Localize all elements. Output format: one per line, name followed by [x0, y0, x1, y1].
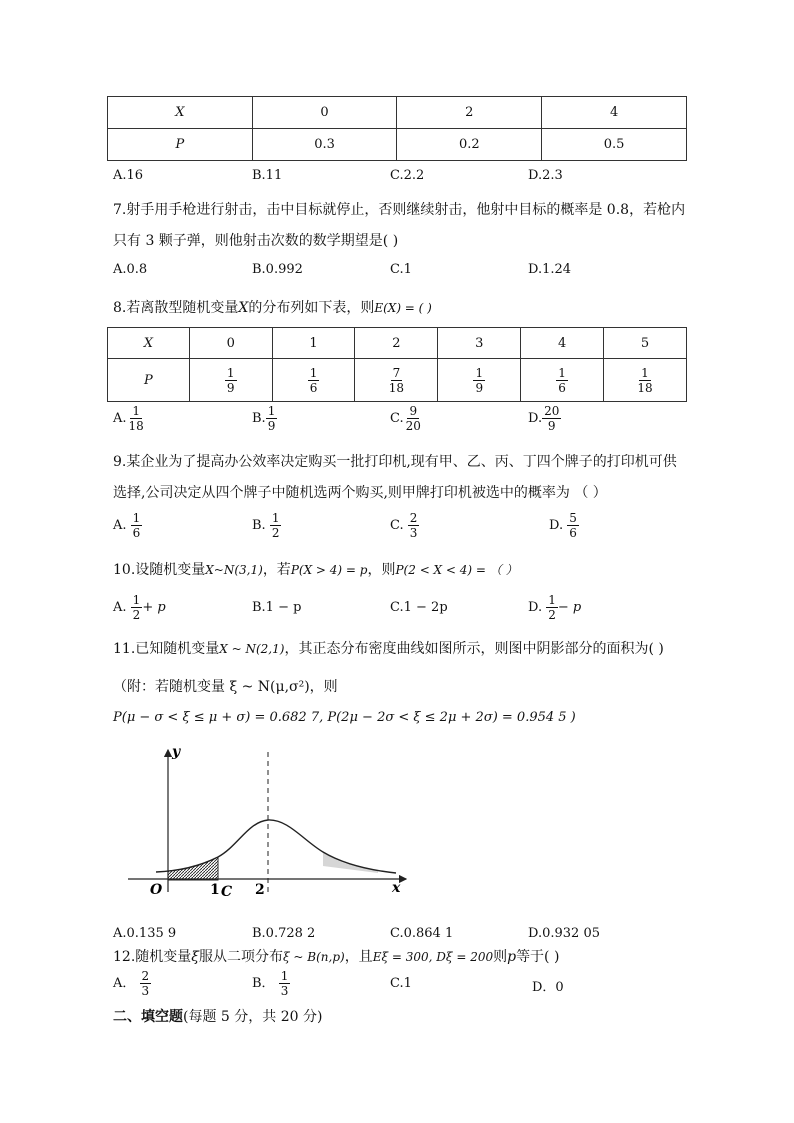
- option-tail: + p: [142, 600, 166, 615]
- q12-tail1: 则: [493, 949, 508, 965]
- q12-option-b: [252, 969, 290, 998]
- table-cell: 2: [397, 97, 542, 129]
- table-cell: 0.5: [542, 129, 687, 161]
- option-label: A.: [113, 600, 127, 615]
- q6-option-c: C.2.2: [390, 168, 425, 183]
- q8-option-c: [390, 404, 423, 433]
- fraction: [140, 969, 152, 998]
- q12-var2: p: [507, 949, 517, 965]
- q11-option-b: B.0.728 2: [252, 926, 316, 941]
- q11-dist: X ~ N(2,1): [219, 642, 285, 656]
- tick-2-label: 2: [255, 882, 265, 898]
- q10-dist: X~N(3,1): [205, 563, 263, 577]
- fraction: [542, 404, 561, 433]
- q7-stem-line2: 只有 3 颗子弹，则他射击次数的数学期望是( ): [113, 233, 399, 249]
- normal-distribution-figure: [118, 742, 418, 902]
- numerator: 1: [132, 593, 141, 607]
- q7-stem-line1: 7.射手用手枪进行射击，击中目标就停止，否则继续射击，他射中目标的概率是 0.8，若枪内: [113, 202, 686, 218]
- q7-option-c: C.1: [390, 262, 412, 277]
- option-label: B．: [252, 976, 275, 991]
- table-cell: X: [108, 328, 190, 359]
- q11-formula: P(μ − σ < ξ ≤ μ + σ) = 0.682 7, P(2μ − 2σ < ξ ≤ 2μ + 2σ) = 0.954 5 ): [113, 710, 576, 725]
- option-label: B.: [252, 518, 266, 533]
- numerator: 1: [280, 969, 289, 983]
- fraction: [473, 366, 485, 395]
- table-cell: 0: [252, 97, 397, 129]
- denominator: 6: [309, 380, 318, 395]
- table-cell: [521, 359, 604, 402]
- table-cell: P: [108, 129, 253, 161]
- numerator: 1: [558, 365, 566, 380]
- q12-option-d: D．0: [532, 980, 564, 995]
- table-cell: 0.3: [252, 129, 397, 161]
- q11-option-a: A.0.135 9: [113, 926, 177, 941]
- q12-var: ξ: [191, 949, 199, 965]
- option-label: C.: [390, 518, 404, 533]
- numerator: 1: [267, 404, 276, 418]
- q12-option-a: [113, 969, 151, 998]
- denominator: 9: [475, 380, 484, 395]
- denominator: 18: [637, 380, 653, 395]
- q9-stem-line2: 选择,公司决定从四个牌子中随机选两个购买,则甲牌打印机被选中的概率为 （ ）: [113, 485, 607, 501]
- q11-prefix: 11.已知随机变量: [113, 641, 220, 657]
- fraction: [131, 593, 143, 622]
- q12-mid: 服从二项分布: [198, 949, 283, 965]
- fraction: [387, 366, 406, 395]
- denominator: 9: [547, 419, 556, 433]
- fraction: [225, 366, 237, 395]
- denominator: 18: [388, 380, 405, 395]
- numerator: 2: [409, 511, 418, 525]
- q12-mid2: ，且: [344, 949, 373, 965]
- distribution-table-q8: [107, 327, 687, 402]
- fraction: [546, 593, 558, 622]
- denominator: 3: [280, 984, 289, 998]
- table-cell: 5: [603, 328, 686, 359]
- denominator: 9: [226, 380, 235, 395]
- q8-stem-var: X: [238, 300, 249, 316]
- q10-option-b: B.1 − p: [252, 600, 302, 615]
- numerator: 1: [548, 593, 556, 607]
- section-2-title: 二、填空题: [113, 1009, 183, 1025]
- distribution-table-q6: [107, 96, 687, 161]
- q10-mid: ，若: [262, 562, 291, 578]
- table-cell: [189, 359, 272, 402]
- numerator: 1: [132, 511, 141, 525]
- fraction: [556, 366, 568, 395]
- q10-cond: P(X > 4) = p: [290, 563, 368, 577]
- q12-prefix: 12.随机变量: [113, 949, 192, 965]
- denominator: 2: [132, 608, 141, 622]
- numerator: 9: [409, 404, 418, 418]
- origin-label: O: [150, 882, 163, 898]
- fraction: [127, 404, 146, 433]
- option-label: D.: [528, 600, 543, 615]
- option-label: A.: [113, 518, 127, 533]
- option-label: D.: [528, 411, 543, 426]
- table-cell: 4: [521, 328, 604, 359]
- numerator: 20: [544, 404, 560, 418]
- table-cell: 0.2: [397, 129, 542, 161]
- y-axis-label: y: [172, 744, 181, 760]
- fraction: [308, 366, 320, 395]
- q11-option-d: D.0.932 05: [528, 926, 600, 941]
- q10-ask: P(2 < X < 4) = （ ）: [395, 563, 518, 577]
- q11-stem: [113, 638, 664, 658]
- q9-option-c: [390, 511, 419, 540]
- fraction: [404, 404, 423, 433]
- denominator: 9: [267, 419, 276, 433]
- q10-option-c: C.1 − 2p: [390, 600, 448, 615]
- table-cell: X: [108, 97, 253, 129]
- option-label: A．: [113, 976, 136, 991]
- c-label: C: [221, 884, 233, 900]
- table-cell: [438, 359, 521, 402]
- fraction: [131, 511, 143, 540]
- option-label: C.: [390, 411, 404, 426]
- q8-stem-prefix: 8.若离散型随机变量: [113, 300, 239, 316]
- numerator: 1: [132, 404, 140, 418]
- section-2-note: (每题 5 分，共 20 分): [183, 1009, 323, 1025]
- numerator: 1: [309, 365, 318, 380]
- fraction: [266, 404, 278, 433]
- q8-option-b: [252, 404, 277, 433]
- denominator: 3: [409, 526, 418, 540]
- table-cell: 4: [542, 97, 687, 129]
- numerator: 2: [141, 969, 150, 983]
- q9-stem-line1: 9.某企业为了提高办公效率决定购买一批打印机,现有甲、乙、丙、丁四个牌子的打印机可供: [113, 454, 677, 470]
- tail-stipple: [323, 852, 378, 873]
- q11-rest: ，其正态分布密度曲线如图所示，则图中阴影部分的面积为( ): [284, 641, 664, 657]
- table-cell: P: [108, 359, 190, 402]
- q9-option-a: [113, 511, 142, 540]
- density-curve: [156, 820, 396, 873]
- q7-option-b: B.0.992: [252, 262, 303, 277]
- q8-option-d: [528, 404, 561, 433]
- section-2-header: [113, 1006, 322, 1026]
- table-cell: [272, 359, 355, 402]
- table-cell: 3: [438, 328, 521, 359]
- numerator: 1: [226, 365, 235, 380]
- denominator: 18: [128, 419, 144, 433]
- option-tail: − p: [557, 600, 582, 615]
- q10-stem: [113, 559, 518, 579]
- q10-option-a: [113, 593, 166, 622]
- denominator: 2: [548, 608, 556, 622]
- q10-option-d: [528, 593, 581, 622]
- tick-1-label: 1: [210, 882, 220, 898]
- denominator: 20: [405, 419, 421, 433]
- option-label: D.: [549, 518, 564, 533]
- denominator: 6: [569, 526, 577, 540]
- q8-stem-mid: 的分布列如下表，则: [248, 300, 375, 316]
- table-cell: 2: [355, 328, 438, 359]
- numerator: 1: [641, 365, 649, 380]
- q9-option-d: [549, 511, 579, 540]
- numerator: 7: [392, 365, 401, 380]
- fraction: [270, 511, 282, 540]
- q6-option-b: B.11: [252, 168, 283, 183]
- numerator: 1: [271, 511, 280, 525]
- q11-option-c: C.0.864 1: [390, 926, 454, 941]
- q12-tail2: 等于( ): [516, 949, 560, 965]
- option-label: B.: [252, 411, 266, 426]
- q12-stem: [113, 946, 559, 966]
- denominator: 6: [558, 380, 566, 395]
- q12-dist: ξ ~ B(n,p): [282, 950, 345, 964]
- fraction: [408, 511, 420, 540]
- table-cell: 0: [189, 328, 272, 359]
- q6-option-d: D.2.3: [528, 168, 563, 183]
- q12-cond: Eξ = 300, Dξ = 200: [372, 950, 494, 964]
- x-axis-label: x: [392, 880, 401, 896]
- q11-note: （附：若随机变量 ξ ~ N(μ,σ²)，则: [113, 679, 338, 695]
- option-label: A.: [113, 411, 127, 426]
- fraction: [567, 511, 579, 540]
- denominator: 3: [141, 984, 150, 998]
- q7-option-d: D.1.24: [528, 262, 572, 277]
- q8-stem: [113, 297, 432, 317]
- fraction: [279, 969, 291, 998]
- q9-option-b: [252, 511, 281, 540]
- q8-option-a: [113, 404, 146, 433]
- table-cell: 1: [272, 328, 355, 359]
- q7-option-a: A.0.8: [113, 262, 148, 277]
- q8-stem-expr: E(X) = ( ): [374, 301, 432, 315]
- table-cell: [603, 359, 686, 402]
- q12-option-c: C.1: [390, 976, 412, 991]
- denominator: 6: [132, 526, 141, 540]
- q6-option-a: A.16: [113, 168, 144, 183]
- fraction: [635, 366, 654, 395]
- q10-mid2: ，则: [367, 562, 396, 578]
- denominator: 2: [271, 526, 280, 540]
- q10-prefix: 10.设随机变量: [113, 562, 206, 578]
- numerator: 5: [569, 511, 577, 525]
- table-cell: [355, 359, 438, 402]
- numerator: 1: [475, 365, 484, 380]
